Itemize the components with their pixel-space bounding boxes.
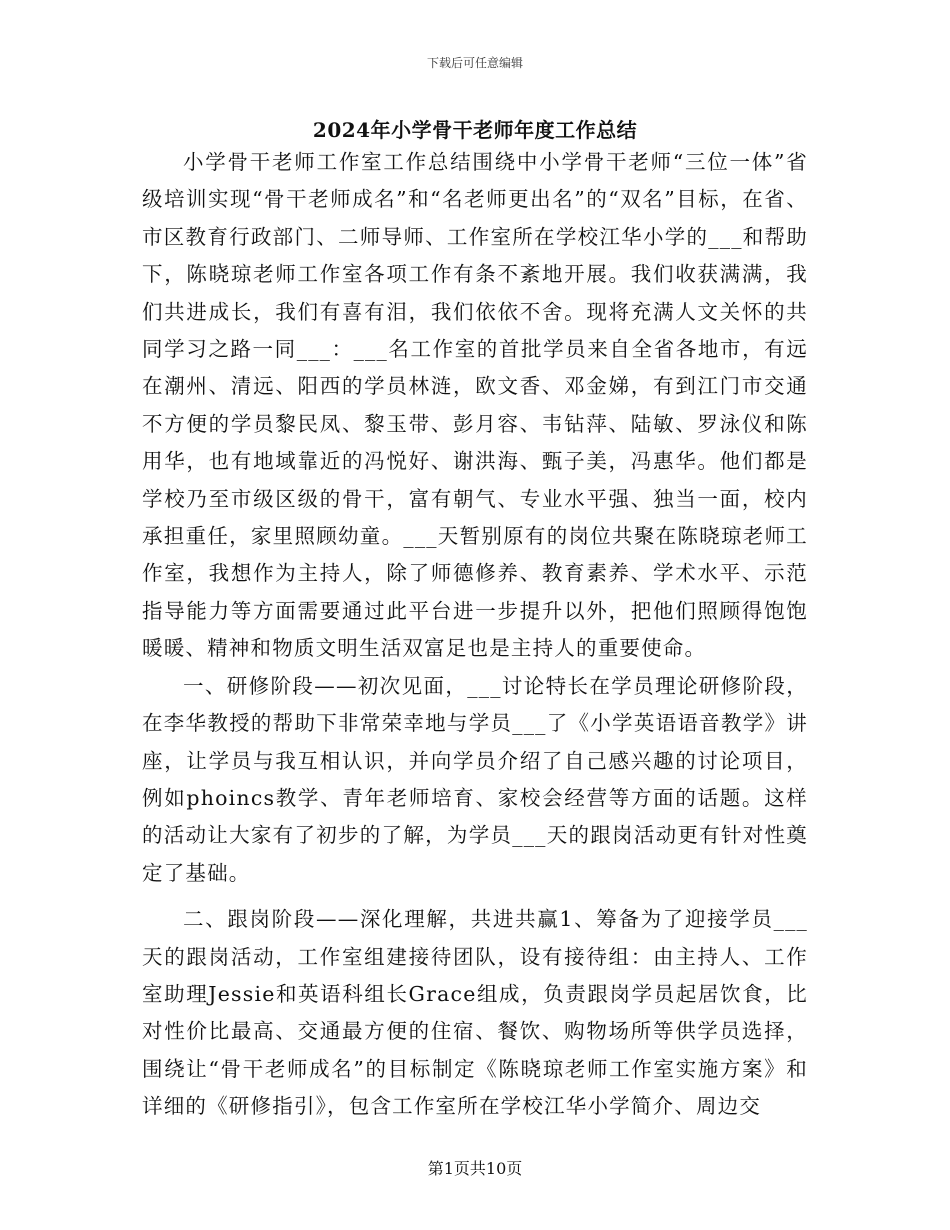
header-note: 下载后可任意编辑 [426,56,523,70]
document-body [142,144,808,1126]
paragraph-intro: 小学骨干老师工作室工作总结围绕中小学骨干老师“三位一体”省级培训实现“骨干老师成名”和“名老师更出名”的“双名”目标，在省、市区教育行政部门、二师导师、工作室所在学校江华小学的___和帮助下，陈晓琼老师工作室各项工作有条不紊地开展。我们收获满满，我们共进成长，我们有喜有泪，我们依依不舍。现将充满人文关怀的共同学习之路一同___：___名工作室的首批学员来自全省各地市，有远在潮州、清远、阳西的学员林涟，欧文香、邓金娣，有到江门市交通不方便的学员黎民凤、黎玉带、彭月容、韦钻萍、陆敏、罗泳仪和陈用华，也有地域靠近的冯悦好、谢洪海、甄子美，冯惠华。他们都是学校乃至市级区级的骨干，富有朝气、专业水平强、独当一面，校内承担重任，家里照顾幼童。___天暂别原有的岗位共聚在陈晓琼老师工作室，我想作为主持人，除了师德修养、教育素养、学术水平、示范指导能力等方面需要通过此平台进一步提升以外，把他们照顾得饱饱暖暖、精神和物质文明生活双富足也是主持人的重要使命。 [142,150,808,661]
paragraph-section-2: 二、跟岗阶段——深化理解，共进共赢1、筹备为了迎接学员___天的跟岗活动，工作室组建接待团队，设有接待组：由主持人、工作室助理Jessie和英语科组长Grace组成，负责跟岗学员起居饮食，比对性价比最高、交通最方便的住宿、餐饮、购物场所等供学员选择，围绕让“骨干老师成名”的目标制定《陈晓琼老师工作室实施方案》和详细的《研修指引》，包含工作室所在学校江华小学简介、周边交 [142,907,808,1119]
document-title: 2024年小学骨干老师年度工作总结 [312,118,638,142]
paragraph-section-1: 一、研修阶段——初次见面，___讨论特长在学员理论研修阶段，在李华教授的帮助下非常荣幸地与学员___了《小学英语语音教学》讲座，让学员与我互相认识，并向学员介绍了自己感兴趣的讨论项目，例如phoincs教学、青年老师培育、家校会经营等方面的话题。这样的活动让大家有了初步的了解，为学员___天的跟岗活动更有针对性奠定了基础。 [142,673,808,885]
page-number: 第1页共10页 [427,1159,523,1178]
